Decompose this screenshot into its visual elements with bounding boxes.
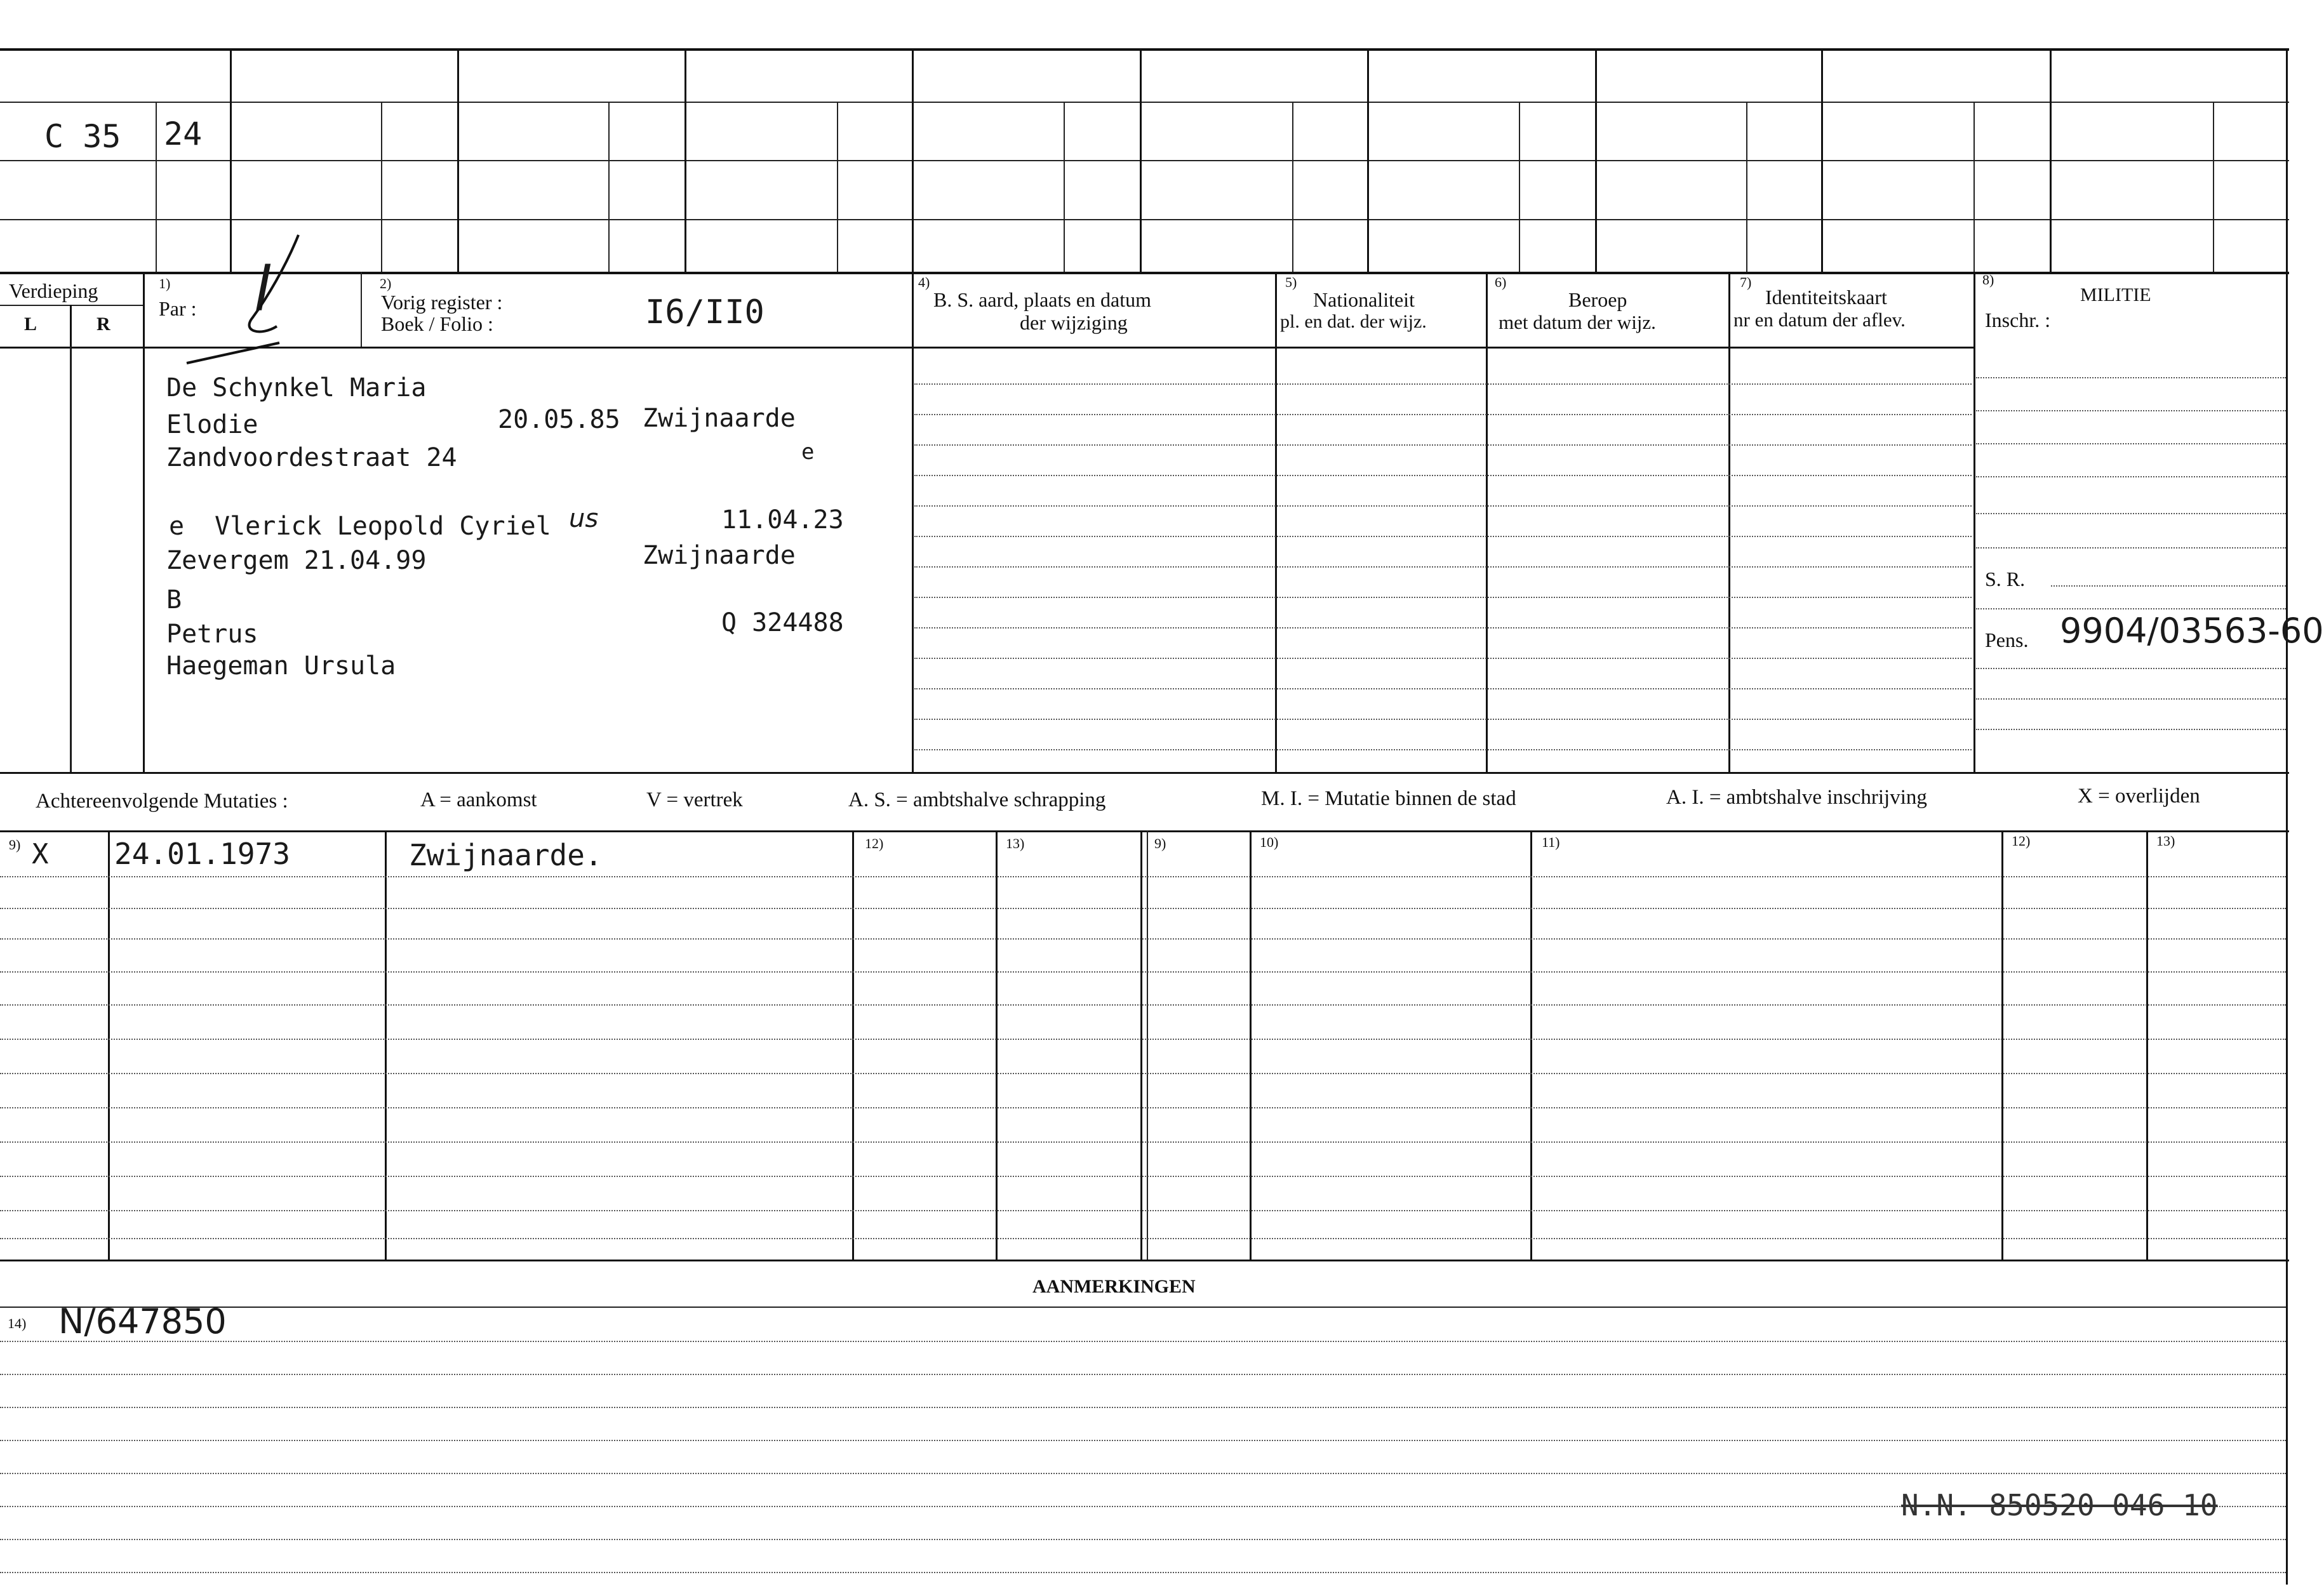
nat-number: 5) [1285, 274, 1297, 290]
militie-label: MILITIE [2080, 284, 2151, 305]
marriage-date: 11.04.23 [721, 505, 844, 535]
mark-e: e [801, 439, 815, 465]
inschr-label: Inschr. : [1985, 309, 2051, 331]
person-line5: Zevergem 21.04.99 [166, 546, 427, 575]
remarks-value: N/647850 [58, 1301, 227, 1341]
id-line1: Identiteitskaart [1765, 286, 1887, 309]
bs-line2: der wijziging [1020, 311, 1128, 334]
legend-mi: M. I. = Mutatie binnen de stad [1261, 787, 1516, 810]
ber-line1: Beroep [1568, 288, 1627, 311]
person-line3: Zandvoordestraat 24 [166, 443, 457, 472]
par-label: Par : [159, 297, 197, 320]
bs-line1: B. S. aard, plaats en datum [933, 288, 1152, 311]
mutaties-title: Achtereenvolgende Mutaties : [36, 790, 288, 813]
pens-value: 9904/03563-60 [2060, 611, 2324, 651]
remarks-number: 14) [8, 1315, 27, 1331]
nat-line2: pl. en dat. der wijz. [1280, 311, 1427, 332]
id-number: 7) [1740, 274, 1752, 290]
birth-place: Zwijnaarde [643, 404, 796, 433]
vorig-number: 2) [380, 276, 392, 291]
par-number: 1) [159, 276, 171, 291]
card-code: C 35 [44, 118, 121, 155]
spouse-name: Vlerick Leopold Cyriel [215, 512, 551, 541]
legend-x: X = overlijden [2078, 785, 2200, 808]
col9-label: 9) [9, 837, 21, 853]
right-label: R [97, 314, 110, 335]
entry-place: Zwijnaarde. [409, 838, 603, 872]
nat-line1: Nationaliteit [1313, 288, 1415, 311]
col9b-label: 9) [1154, 835, 1166, 851]
person-line7: Petrus [166, 620, 258, 649]
remarks-title: AANMERKINGEN [1032, 1276, 1196, 1297]
entry-date: 24.01.1973 [114, 837, 290, 871]
register-value: I6/II0 [645, 293, 765, 331]
ber-line2: met datum der wijz. [1499, 311, 1656, 333]
par-stroke [178, 216, 317, 368]
left-label: L [24, 314, 37, 335]
col12b-label: 12) [2012, 833, 2031, 849]
col13b-label: 13) [2156, 833, 2175, 849]
boek-folio-label: Boek / Folio : [381, 312, 493, 335]
legend-v: V = vertrek [646, 788, 743, 811]
nn-number: N.N. 850520 046 10 [1901, 1488, 2218, 1522]
person-line6: B [166, 585, 182, 615]
col13-label: 13) [1006, 835, 1025, 851]
legend-a: A = aankomst [420, 788, 537, 811]
spouse-name-hand: us [569, 504, 599, 533]
verdieping-label: Verdieping [9, 279, 98, 302]
id-no: Q 324488 [721, 608, 844, 637]
col11-label: 11) [1542, 834, 1560, 850]
legend-ai: A. I. = ambtshalve inschrijving [1666, 786, 1927, 809]
legend-as: A. S. = ambtshalve schrapping [848, 788, 1106, 811]
sr-label: S. R. [1985, 568, 2026, 590]
entry-type: X [32, 838, 49, 870]
birth-date: 20.05.85 [498, 405, 620, 434]
par-value: l [254, 254, 271, 325]
spouse-prefix: e [169, 512, 185, 541]
marriage-place: Zwijnaarde [643, 541, 796, 570]
ber-number: 6) [1495, 274, 1507, 290]
vorig-register-label: Vorig register : [381, 291, 503, 314]
mil-number: 8) [1982, 272, 1994, 288]
bs-number: 4) [918, 274, 930, 290]
col10-label: 10) [1260, 834, 1279, 850]
person-line1: De Schynkel Maria [166, 373, 427, 402]
person-line8: Haegeman Ursula [166, 651, 396, 681]
person-line2: Elodie [166, 410, 258, 439]
pens-label: Pens. [1985, 628, 2029, 651]
col12-label: 12) [865, 835, 884, 851]
card-number: 24 [164, 116, 203, 152]
id-line2: nr en datum der aflev. [1733, 309, 1906, 331]
